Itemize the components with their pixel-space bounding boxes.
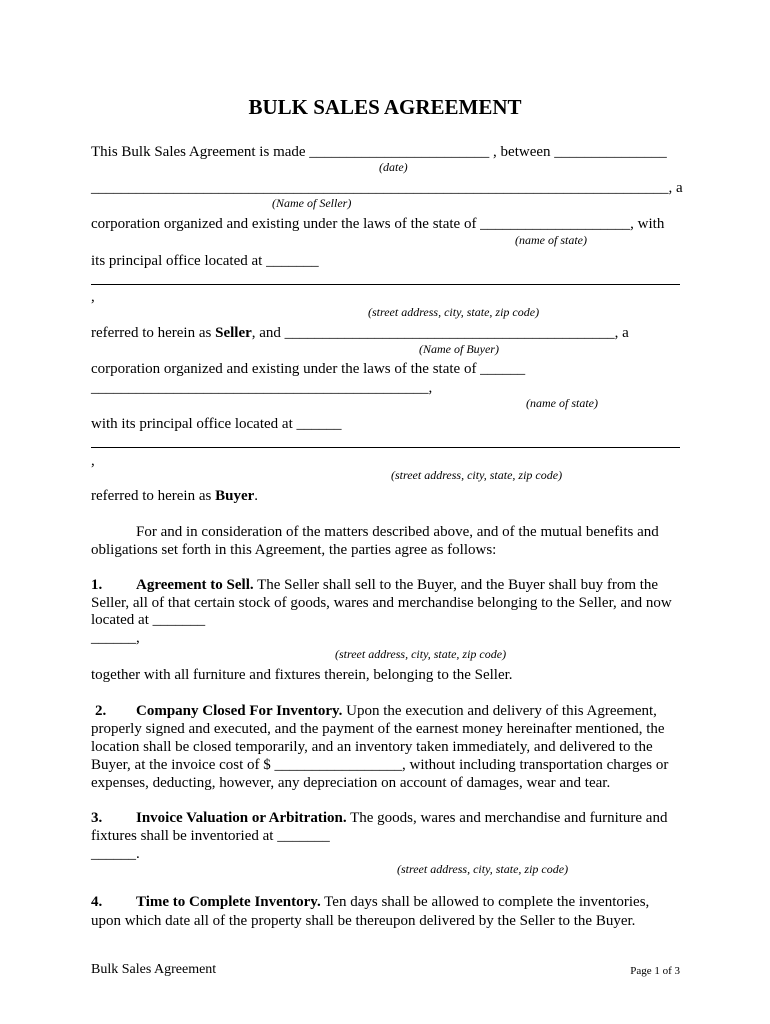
caption-date: (date) — [379, 160, 408, 174]
buyer-ref-suffix: . — [254, 488, 259, 504]
address-rule-2 — [91, 447, 680, 448]
section-2-number: 2. — [95, 703, 107, 719]
intro-comma-2: , — [91, 453, 95, 469]
section-1-text: The Seller shall sell to the Buyer, and the Buyer shall buy from the — [253, 577, 659, 593]
section-4-line-1 — [91, 893, 649, 911]
seller-ref-suffix: , and ____________________________________________, a — [251, 325, 629, 341]
seller-ref-prefix: referred to herein as — [91, 325, 216, 341]
section-4-line-2: upon which date all of the property shall be thereupon delivered by the Seller to the Buyer. — [91, 913, 636, 929]
intro-line-6 — [91, 324, 629, 342]
section-3-text: The goods, wares and merchandise and furniture and — [346, 810, 668, 826]
section-3-line-3: ______. — [91, 846, 140, 862]
intro-comma-1: , — [91, 289, 95, 305]
caption-address-4: (street address, city, state, zip code) — [397, 862, 569, 876]
caption-state-2: (name of state) — [526, 396, 598, 410]
section-3-line-2: fixtures shall be inventoried at _______ — [91, 828, 330, 844]
section-4-text: Ten days shall be allowed to complete the inventories, — [320, 894, 650, 910]
intro-line-7: corporation organized and existing under the laws of the state of ______ — [91, 361, 526, 377]
section-2-line-1 — [95, 702, 657, 720]
section-3-heading: Invoice Valuation or Arbitration. — [136, 810, 347, 826]
caption-buyer-name: (Name of Buyer) — [419, 342, 499, 356]
section-1-line-4: ______, — [91, 630, 140, 646]
caption-address-2: (street address, city, state, zip code) — [391, 468, 563, 482]
section-1-line-1 — [91, 576, 658, 594]
buyer-ref-term: Buyer — [215, 488, 255, 504]
caption-state-1: (name of state) — [515, 233, 587, 247]
section-3-line-1 — [91, 809, 667, 827]
buyer-ref-prefix: referred to herein as — [91, 488, 216, 504]
section-2-text: Upon the execution and delivery of this Agreement, — [342, 703, 657, 719]
intro-line-1: This Bulk Sales Agreement is made ________________________ , between _______________ — [91, 144, 667, 160]
section-2-line-4: Buyer, at the invoice cost of $ _________________, without including transportation charges or — [91, 757, 669, 773]
address-rule-1 — [91, 284, 680, 285]
section-1-line-5: together with all furniture and fixtures therein, belonging to the Seller. — [91, 667, 513, 683]
section-1-line-3: located at _______ — [91, 612, 206, 628]
consideration-line-1: For and in consideration of the matters described above, and of the mutual benefits and — [136, 524, 659, 540]
section-2-line-3: location shall be closed temporarily, and an inventory taken immediately, and delivered to the — [91, 739, 653, 755]
intro-line-9: with its principal office located at ______ — [91, 416, 342, 432]
section-4-number: 4. — [91, 894, 103, 910]
footer-title: Bulk Sales Agreement — [91, 962, 217, 977]
intro-line-11 — [91, 487, 258, 505]
document-title: BULK SALES AGREEMENT — [248, 95, 522, 119]
section-2-line-5: expenses, deducting, however, any depreciation on account of damages, wear and tear. — [91, 775, 611, 791]
caption-seller-name: (Name of Seller) — [272, 196, 352, 210]
intro-line-4: its principal office located at _______ — [91, 253, 319, 269]
section-1-line-2: Seller, all of that certain stock of goods, wares and merchandise belonging to the Seller, and now — [91, 595, 672, 611]
consideration-line-2: obligations set forth in this Agreement, the parties agree as follows: — [91, 542, 497, 558]
section-2-line-2: properly signed and executed, and the payment of the earnest money hereinafter mentioned, the — [91, 721, 665, 737]
page-number: Page 1 of 3 — [630, 965, 680, 977]
section-1-number: 1. — [91, 577, 103, 593]
intro-line-3: corporation organized and existing under the laws of the state of ____________________, with — [91, 216, 665, 232]
section-1-heading: Agreement to Sell. — [136, 577, 254, 593]
intro-line-8: _____________________________________________, — [91, 380, 433, 396]
section-2-heading: Company Closed For Inventory. — [136, 703, 343, 719]
seller-ref-term: Seller — [215, 325, 252, 341]
caption-address-3: (street address, city, state, zip code) — [335, 647, 507, 661]
section-3-number: 3. — [91, 810, 103, 826]
intro-line-2: _____________________________________________________________________________, a — [91, 180, 683, 196]
caption-address-1: (street address, city, state, zip code) — [368, 305, 540, 319]
section-4-heading: Time to Complete Inventory. — [136, 894, 321, 910]
